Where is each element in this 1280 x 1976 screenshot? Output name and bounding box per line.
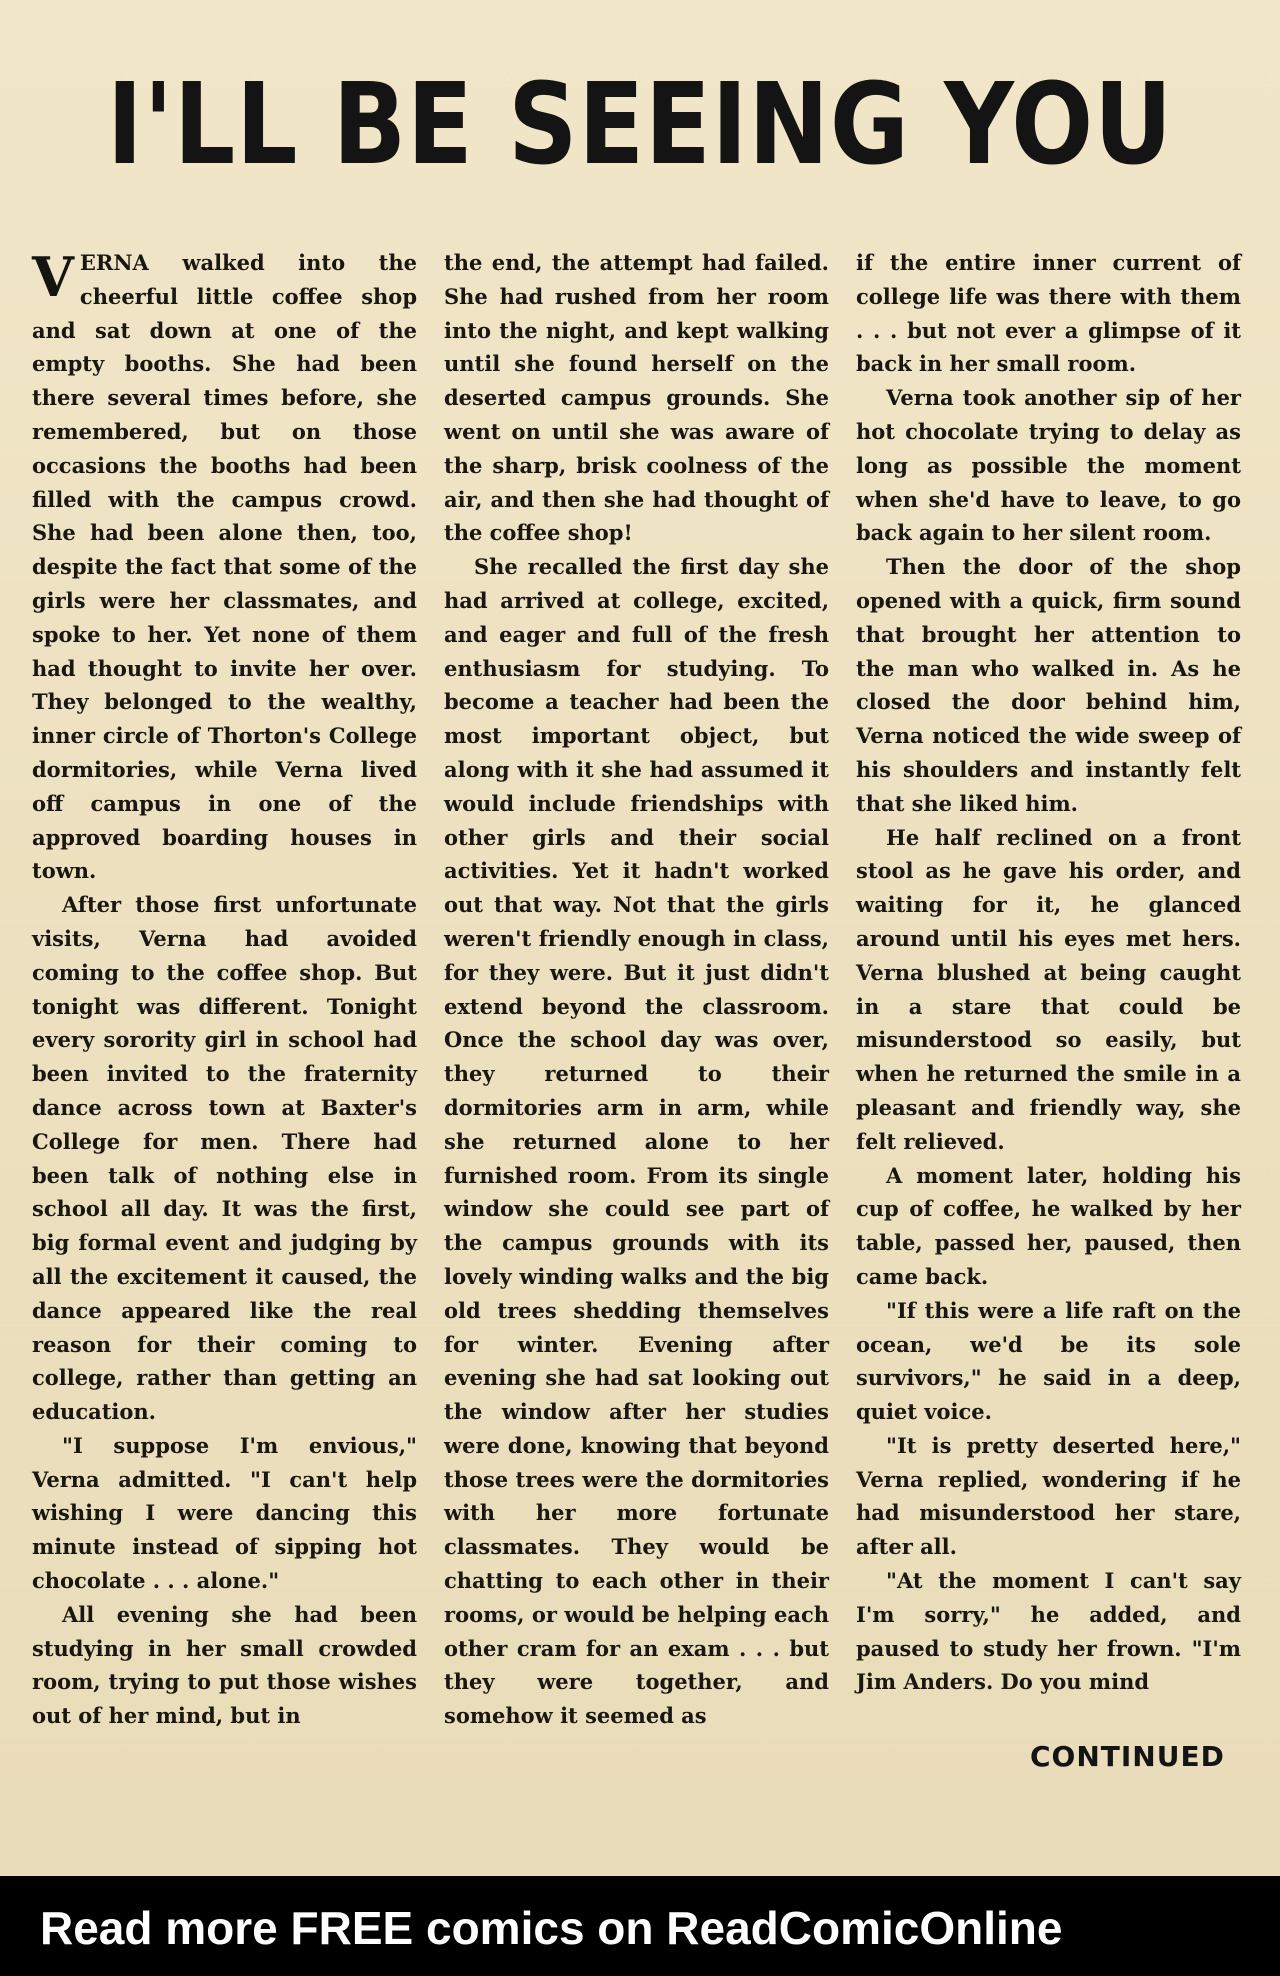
paragraph: All evening she had been studying in her small crowded room, trying to put those wishes out of her mind, but in: [32, 1601, 417, 1729]
paragraph: He half reclined on a front stool as he gave his order, and waiting for it, he glanced around until his eyes met hers. Verna blushed at being caught in a stare that could be misunderstood so easily, but when he returned the smile in a pleasant and friendly way, she felt relieved.: [856, 824, 1241, 1154]
paragraph: A moment later, holding his cup of coffee, he walked by her table, passed her, paused, then came back.: [856, 1162, 1241, 1289]
paragraph: Then the door of the shop opened with a quick, firm sound that brought her attention to the man who walked in. As he closed the door behind him, Verna noticed the wide sweep of his shoulders and instantly felt that she liked him.: [856, 554, 1241, 816]
text-column-3: [856, 246, 1241, 1699]
paragraph: the end, the attempt had failed. She had rushed from her room into the night, and kept walking until she found herself on the deserted campus grounds. She went on until she was aware of the sharp, brisk coolness of the air, and then she had thought of the coffee shop!: [444, 250, 829, 546]
paragraph: "I suppose I'm envious," Verna admitted. "I can't help wishing I were dancing this minute instead of sipping hot chocolate . . . alone.": [32, 1432, 417, 1594]
paragraph: "If this were a life raft on the ocean, we'd be its sole survivors," he said in a deep, quiet voice.: [856, 1297, 1241, 1425]
paragraph: Verna took another sip of her hot chocolate trying to delay as long as possible the moment when she'd have to leave, to go back again to her silent room.: [856, 385, 1241, 546]
story-title: I'LL BE SEEING YOU: [106, 60, 1174, 190]
paragraph: "At the moment I can't say I'm sorry," he added, and paused to study her frown. "I'm Jim Anders. Do you mind: [856, 1568, 1241, 1695]
text-column-2: [444, 246, 829, 1733]
paragraph: [32, 246, 417, 888]
continued-label: CONTINUED: [1030, 1740, 1225, 1773]
paragraph: She recalled the first day she had arrived at college, excited, and eager and full of the fresh enthusiasm for studying. To become a teacher had been the most important object, but along with it she had assumed it would include friendships with other girls and their social activities. Yet it hadn't worked out that way. Not that the girls weren't friendly enough in class, for they were. But it just didn't extend beyond the classroom. Once the school day was over, they returned to their dormitories arm in arm, while she returned alone to her furnished room. From its single window she could see part of the campus grounds with its lovely winding walks and the big old trees shedding themselves for winter. Evening after evening she had sat looking out the window after her studies were done, knowing that beyond those trees were the dormitories with her more fortunate classmates. They would be chatting to each other in their rooms, or would be helping each other cram for an exam . . . but they were together, and somehow it seemed as: [444, 554, 829, 1729]
text-column-1: [32, 246, 417, 1733]
paragraph: After those first unfortunate visits, Verna had avoided coming to the coffee shop. But tonight was different. Tonight every sorority girl in school had been invited to the fraternity dance across town at Baxter's College for men. There had been talk of nothing else in school all day. It was the first, big formal event and judging by all the excitement it caused, the dance appeared like the real reason for their coming to college, rather than getting an education.: [32, 892, 417, 1425]
opening-text: ERNA walked into the cheerful little coffee shop and sat down at one of the empty booths. She had been there several times before, she remembered, but on those occasions the booths had been filled with the campus crowd. She had been alone then, too, despite the fact that some of the girls were her classmates, and spoke to her. Yet none of them had thought to invite her over. They belonged to the wealthy, inner circle of Thorton's College dormitories, while Verna lived off campus in one of the approved boarding houses in town.: [32, 250, 417, 884]
drop-cap: V: [32, 245, 74, 309]
paragraph: "It is pretty deserted here," Verna replied, wondering if he had misunderstood her stare, after all.: [856, 1432, 1241, 1560]
promo-banner-text[interactable]: Read more FREE comics on ReadComicOnline: [40, 1902, 1063, 1954]
paragraph: if the entire inner current of college life was there with them . . . but not ever a glimpse of it back in her small room.: [856, 250, 1241, 377]
